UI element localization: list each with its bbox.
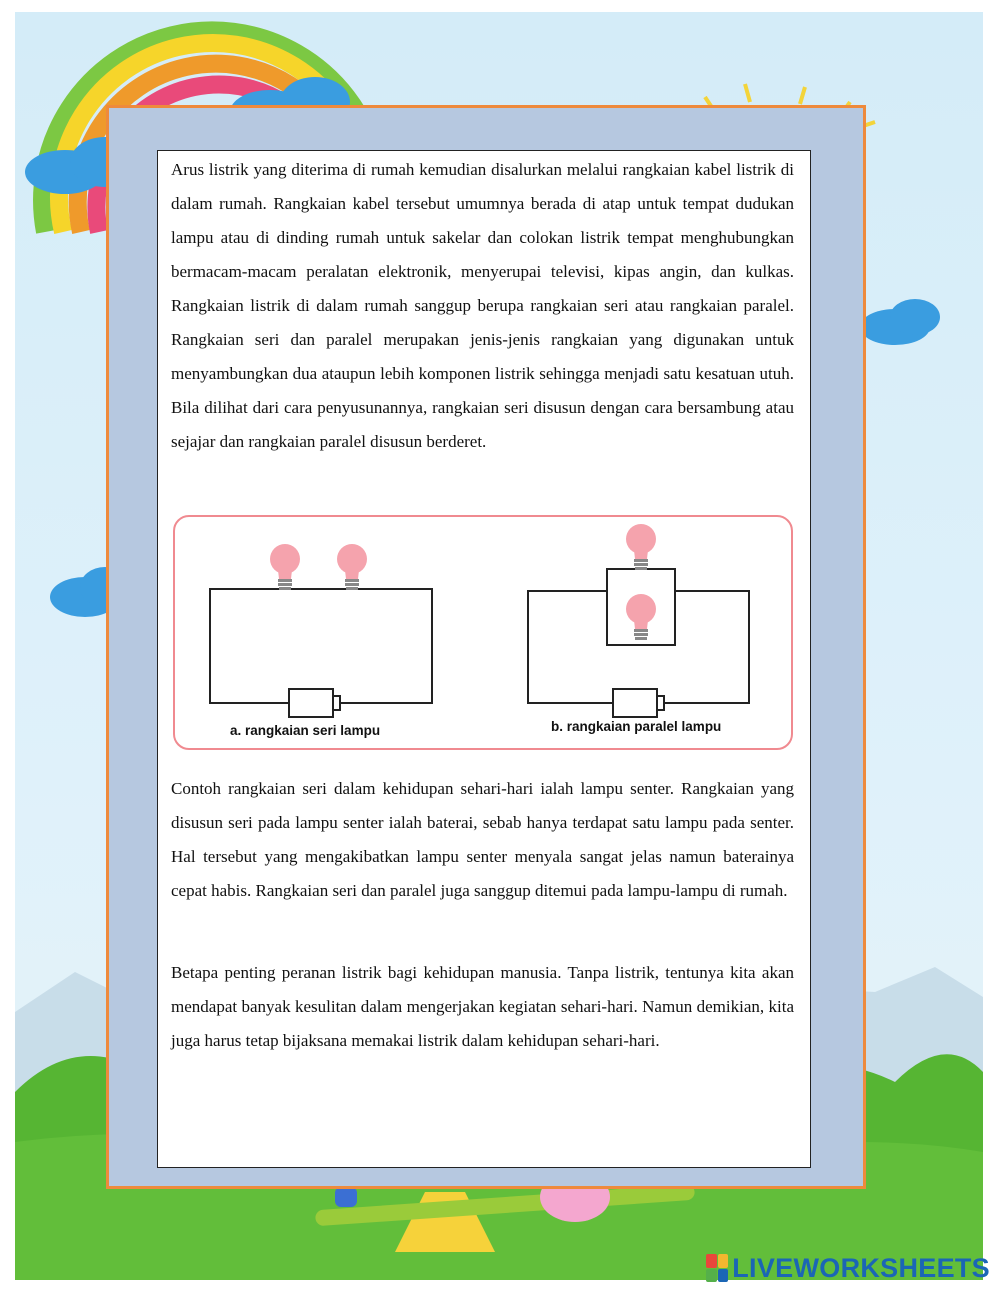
document-page (157, 150, 811, 1168)
logo-text: LIVEWORKSHEETS (732, 1252, 990, 1283)
lightbulb-icon (626, 524, 656, 570)
live-mark-icon (706, 1254, 728, 1282)
caption-series: a. rangkaian seri lampu (230, 723, 381, 738)
caption-parallel: b. rangkaian paralel lampu (551, 719, 722, 734)
paragraph-intro: Arus listrik yang diterima di rumah kemudian disalurkan melalui rangkaian kabel listrik di dalam rumah. Rangkaian kabel tersebut umumnya berada di atap untuk tempat dudukan lampu atau di dinding rumah untuk sakelar dan colokan listrik tempat menghubungkan bermacam-macam peralatan elektronik, menyerupai televisi, kipas angin, dan kulkas. Rangkaian listrik di dalam rumah sanggup berupa rangkaian seri atau rangkaian paralel. Rangkaian seri dan paralel merupakan jenis-jenis rangkaian yang digunakan untuk menyambungkan dua ataupun lebih komponen listrik sehingga menjadi satu kesatuan utuh. Bila dilihat dari cara penyusunannya, rangkaian seri disusun dengan cara bersambung atau sejajar dan rangkaian paralel disusun berderet. (171, 160, 794, 451)
circuit-figure (173, 515, 793, 750)
lightbulb-icon (270, 544, 300, 590)
paragraph-example: Contoh rangkaian seri dalam kehidupan sehari-hari ialah lampu senter. Rangkaian yang disusun seri pada lampu senter ialah baterai, sebab hanya terdapat satu lampu pada senter. Hal tersebut yang mengakibatkan lampu senter menyala sangat jelas namun baterainya cepat habis. Rangkaian seri dan paralel juga sanggup ditemui pada lampu-lampu di rumah. (171, 779, 794, 900)
liveworksheets-logo (706, 1251, 990, 1285)
paragraph-conclusion: Betapa penting peranan listrik bagi kehidupan manusia. Tanpa listrik, tentunya kita akan mendapat banyak kesulitan dalam mengerjakan kegiatan sehari-hari. Namun demikian, kita juga harus tetap bijaksana memakai listrik dalam kehidupan sehari-hari. (171, 963, 794, 1050)
series-circuit-diagram (210, 544, 432, 719)
parallel-circuit-diagram (528, 524, 749, 719)
lightbulb-icon (337, 544, 367, 590)
